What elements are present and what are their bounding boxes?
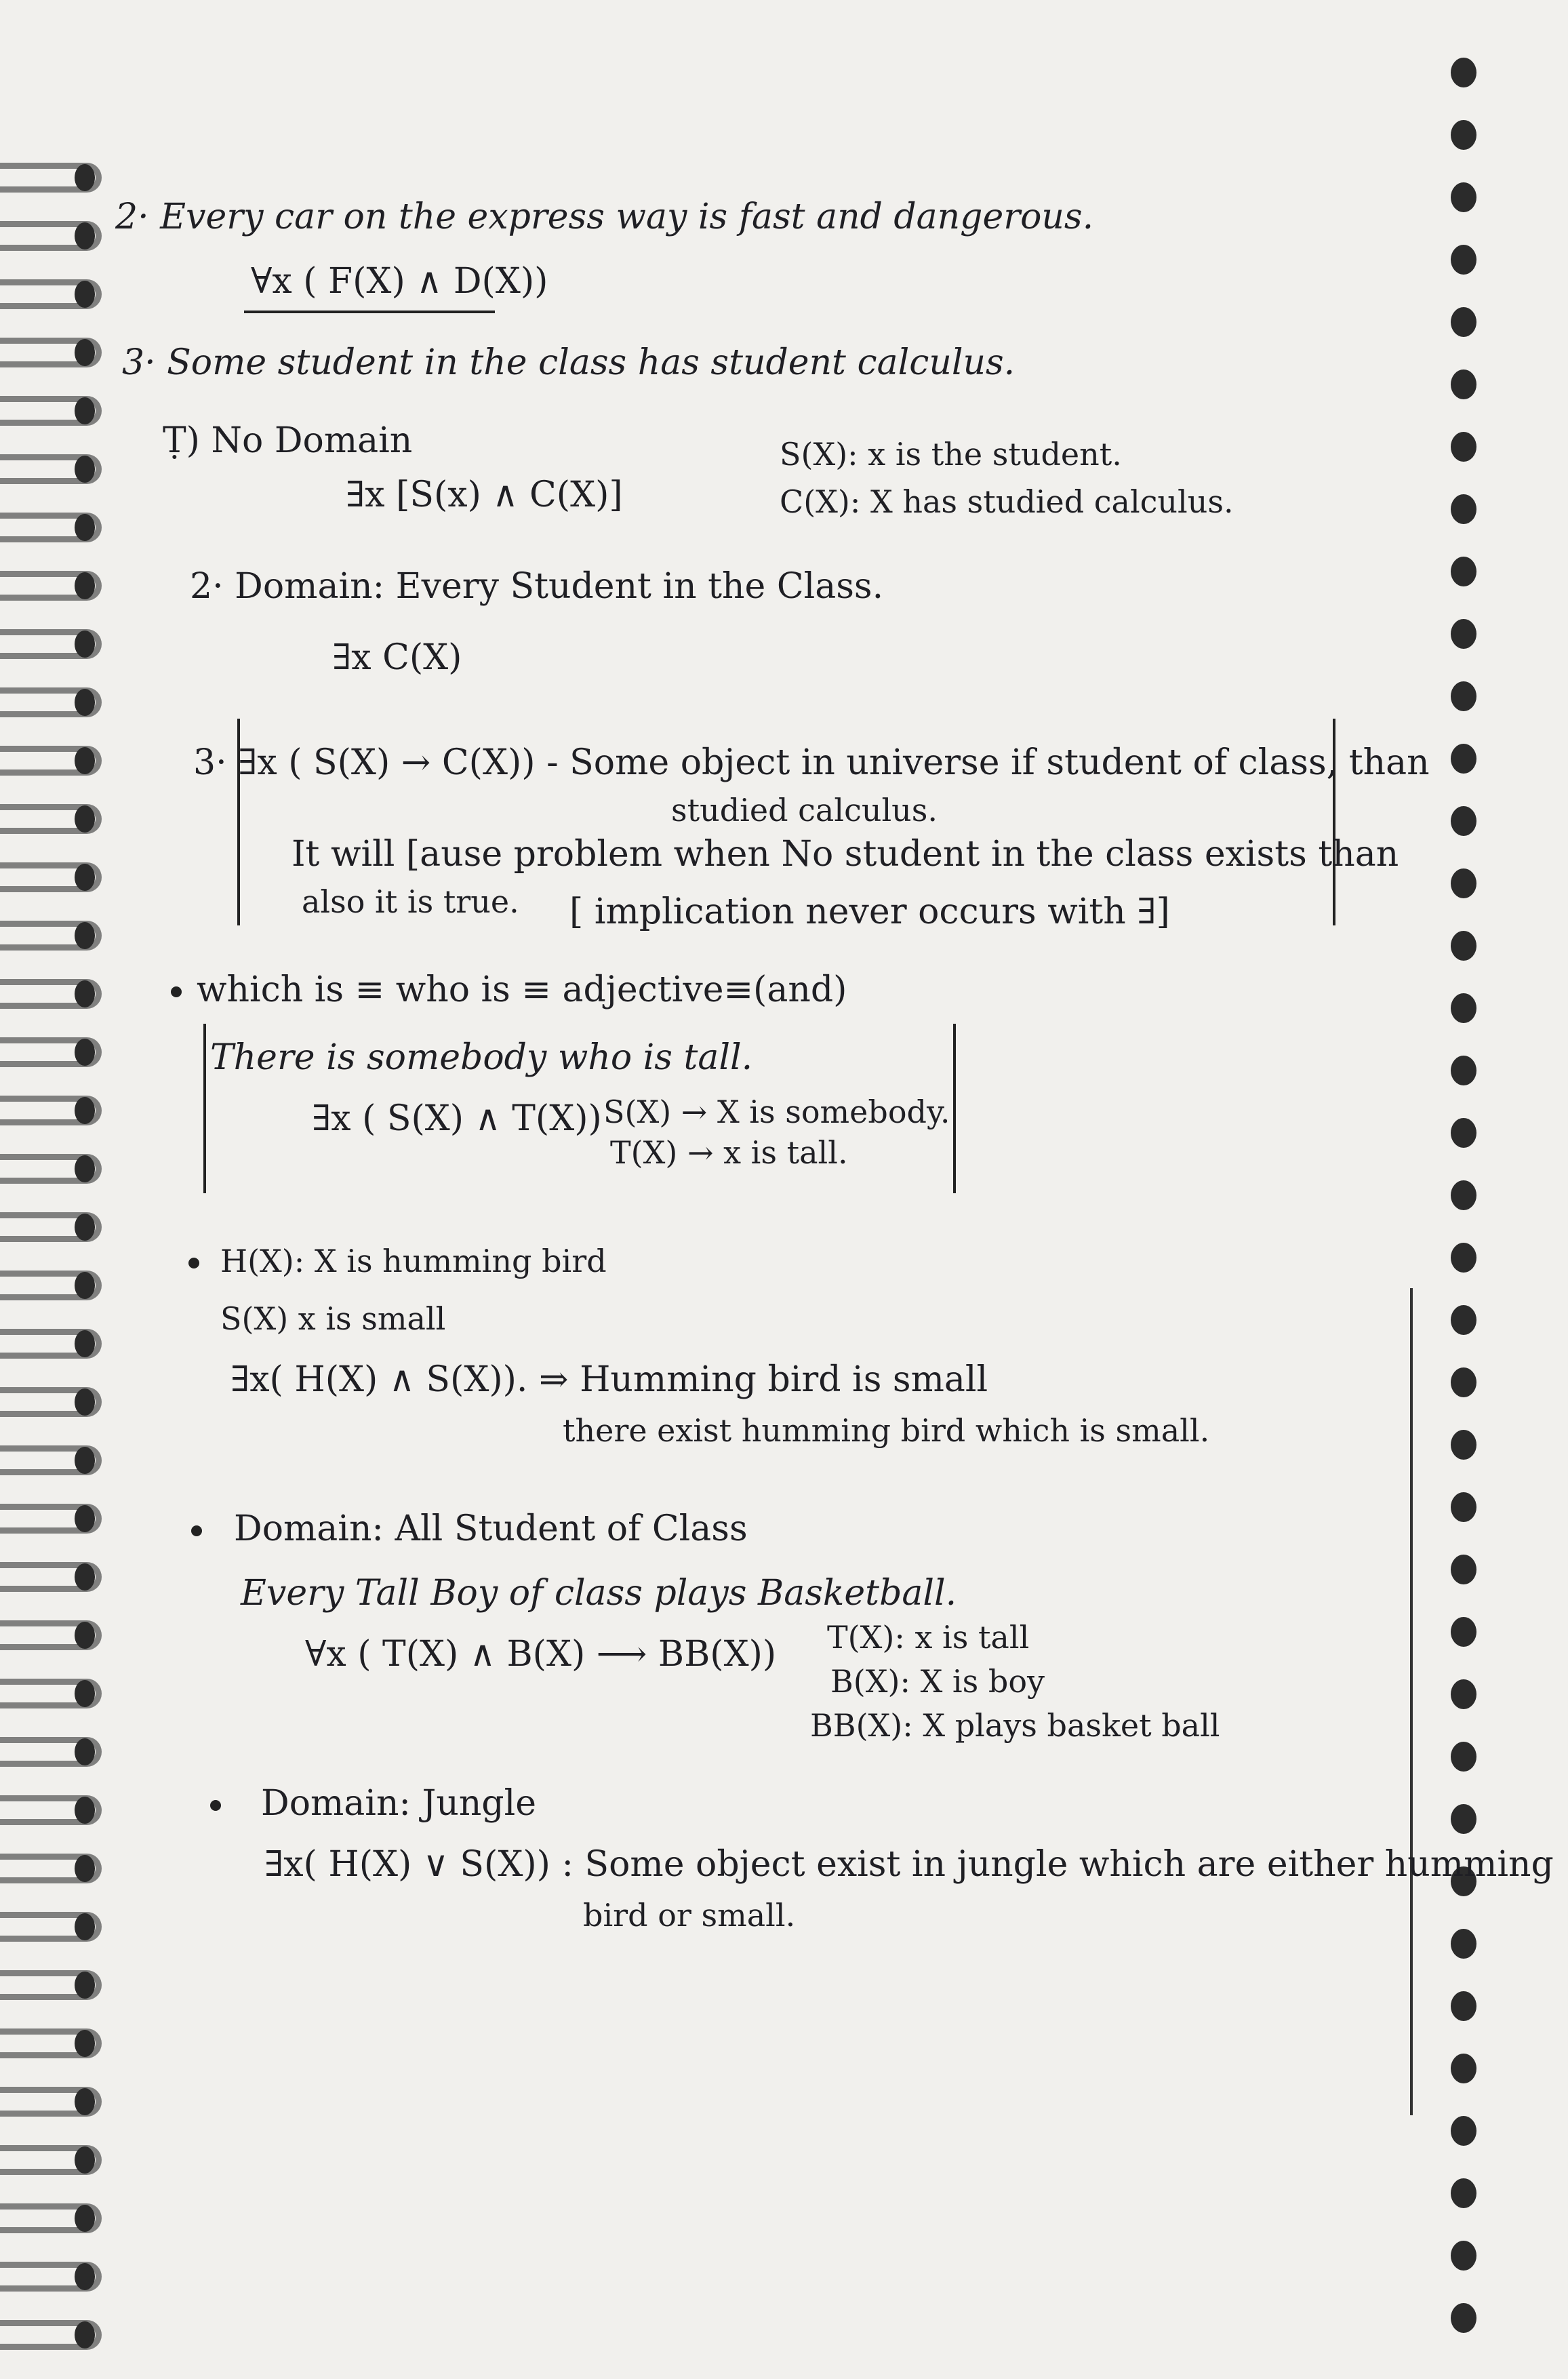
binding-hole: [75, 1622, 95, 1649]
perforation-dot: [1451, 1991, 1476, 2021]
binding-hole: [75, 1680, 95, 1707]
perforation-dot: [1451, 1929, 1476, 1959]
perforation-dot: [1451, 1617, 1476, 1647]
formula-tall-boy: ∀x ( T(X) ∧ B(X) ⟶ BB(X)): [305, 1634, 777, 1675]
def-s-somebody: S(X) → X is somebody.: [603, 1094, 950, 1130]
perforation-dot: [1451, 182, 1476, 212]
formula-implication: 3· ∃x ( S(X) → C(X)) - Some object in universe if student of class, than: [193, 742, 1430, 783]
domain-every-student: 2· Domain: Every Student in the Class.: [190, 566, 884, 607]
binding-hole: [75, 1505, 95, 1532]
perforation-dot: [1451, 120, 1476, 150]
binding-hole: [75, 1039, 95, 1066]
statement-tall: There is somebody who is tall.: [210, 1037, 753, 1078]
binding-hole: [75, 2088, 95, 2115]
formula-2: ∀x ( F(X) ∧ D(X)): [251, 261, 548, 302]
binding-hole: [75, 1272, 95, 1299]
formula-domain: ∃x C(X): [332, 637, 462, 678]
def-b-boy: B(X): X is boy: [830, 1663, 1045, 1700]
binding-hole: [75, 1855, 95, 1882]
binding-hole: [75, 339, 95, 366]
perforation-dot: [1451, 2178, 1476, 2208]
def-t-tall: T(X) → x is tall.: [610, 1134, 848, 1171]
binding-hole: [75, 922, 95, 949]
domain-all-student: Domain: All Student of Class: [234, 1508, 748, 1549]
def-s-small: S(X) x is small: [220, 1300, 446, 1337]
binding-hole: [75, 1388, 95, 1416]
binding-hole: [75, 2030, 95, 2057]
perforation-dot: [1451, 1243, 1476, 1273]
perforation-dot: [1451, 2241, 1476, 2271]
binding-hole: [75, 397, 95, 424]
binding-hole: [75, 980, 95, 1007]
problem-note-cont: also it is true.: [302, 883, 519, 920]
def-c-calculus: C(X): X has studied calculus.: [780, 483, 1234, 520]
which-is-rule: which is ≡ who is ≡ adjective≡(and): [197, 969, 847, 1010]
formula-implication-cont: studied calculus.: [671, 792, 938, 828]
perforation-dot: [1451, 307, 1476, 337]
perforation-dot: [1451, 744, 1476, 774]
binding-hole: [75, 2263, 95, 2290]
jungle-meaning: bird or small.: [583, 1897, 796, 1934]
perforation-dot: [1451, 993, 1476, 1023]
perforation-dot: [1451, 1804, 1476, 1834]
perforation-dot: [1451, 58, 1476, 87]
perforation-dot: [1451, 2116, 1476, 2146]
domain-jungle: Domain: Jungle: [261, 1783, 536, 1824]
formula-humming: ∃x( H(X) ∧ S(X)). ⇒ Humming bird is small: [230, 1359, 988, 1400]
binding-hole: [75, 1972, 95, 1999]
def-s-student: S(X): x is the student.: [780, 436, 1122, 473]
perforation-dot: [1451, 245, 1476, 275]
perforation-dot: [1451, 1056, 1476, 1085]
binding-hole: [75, 1214, 95, 1241]
binding-hole: [75, 1330, 95, 1357]
perforation-dot: [1451, 619, 1476, 649]
formula-jungle: ∃x( H(X) ∨ S(X)) : Some object exist in jungle which are either humming: [264, 1844, 1554, 1885]
binding-hole: [75, 1155, 95, 1182]
binding-hole: [75, 2321, 95, 2348]
no-domain-heading: Ṭ) No Domain: [163, 420, 413, 461]
binding-hole: [75, 222, 95, 249]
perforation-dot: [1451, 1679, 1476, 1709]
formula-tall: ∃x ( S(X) ∧ T(X)): [312, 1098, 602, 1139]
perforation-dot: [1451, 1367, 1476, 1397]
bullet: [171, 986, 182, 997]
binding-hole: [75, 631, 95, 658]
bullet: [210, 1800, 221, 1811]
perforation-dot: [1451, 1180, 1476, 1210]
perforation-dot: [1451, 1305, 1476, 1335]
perforation-dot: [1451, 2303, 1476, 2333]
binding-hole: [75, 689, 95, 716]
binding-hole: [75, 1913, 95, 1940]
perforation-dot: [1451, 1430, 1476, 1460]
binding-hole: [75, 572, 95, 599]
binding-hole: [75, 2205, 95, 2232]
binding-hole: [75, 864, 95, 891]
binding-hole: [75, 1738, 95, 1765]
binding-hole: [75, 456, 95, 483]
def-h-humming: H(X): X is humming bird: [220, 1243, 607, 1279]
formula-no-domain: ∃x [S(x) ∧ C(X)]: [346, 475, 623, 515]
binding-hole: [75, 514, 95, 541]
statement-3: 3· Some student in the class has student calculus.: [122, 342, 1016, 383]
perforation-dot: [1451, 1742, 1476, 1772]
bullet: [191, 1525, 202, 1536]
perforation-dot: [1451, 432, 1476, 462]
binding-hole: [75, 1097, 95, 1124]
perforation-dot: [1451, 369, 1476, 399]
def-bb-basketball: BB(X): X plays basket ball: [810, 1707, 1220, 1744]
binding-hole: [75, 2146, 95, 2174]
perforation-dot: [1451, 2054, 1476, 2083]
binding-hole: [75, 1447, 95, 1474]
binding-hole: [75, 747, 95, 774]
def-t-tall-2: T(X): x is tall: [827, 1619, 1030, 1656]
binding-hole: [75, 1563, 95, 1591]
perforation-dot: [1451, 1555, 1476, 1584]
spiral-binding: [0, 0, 129, 2379]
perforation-dot: [1451, 931, 1476, 961]
humming-meaning: there exist humming bird which is small.: [563, 1412, 1210, 1449]
margin-line: [1410, 1288, 1413, 2115]
binding-hole: [75, 281, 95, 308]
implication-rule: [ implication never occurs with ∃]: [569, 892, 1170, 932]
binding-hole: [75, 1797, 95, 1824]
binding-hole: [75, 805, 95, 833]
bullet: [188, 1258, 199, 1268]
perforation-dot: [1451, 494, 1476, 524]
perforation-dot: [1451, 1492, 1476, 1522]
statement-2: 2· Every car on the express way is fast and dangerous.: [115, 197, 1094, 237]
perforation-dot: [1451, 868, 1476, 898]
perforation-dot: [1451, 806, 1476, 836]
perforation-dot: [1451, 557, 1476, 586]
formula-2-underline: [244, 311, 495, 313]
binding-hole: [75, 164, 95, 191]
perforation-dot: [1451, 681, 1476, 711]
problem-note: It will [ause problem when No student in the class exists than: [292, 834, 1399, 875]
statement-tall-boy: Every Tall Boy of class plays Basketball.: [241, 1573, 957, 1614]
perforation-dot: [1451, 1118, 1476, 1148]
